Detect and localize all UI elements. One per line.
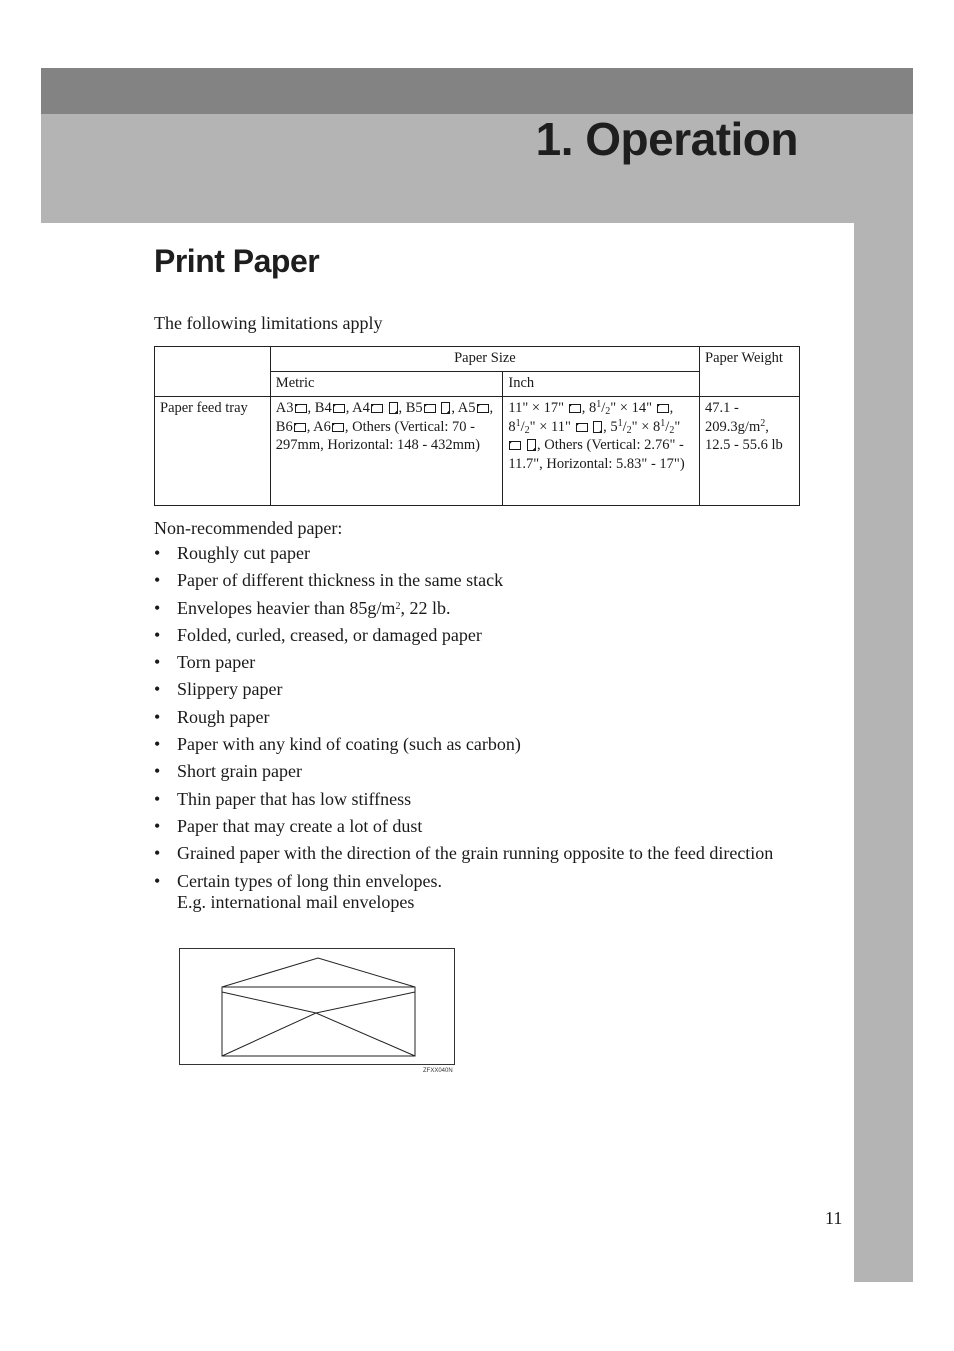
list-item-text: Roughly cut paper	[177, 543, 310, 563]
row-label-paper-feed-tray: Paper feed tray	[155, 397, 271, 506]
chapter-title: 1. Operation	[535, 113, 798, 165]
envelope-flap	[222, 958, 415, 987]
landscape-paper-icon	[333, 404, 345, 413]
header-inch: Inch	[503, 372, 700, 397]
intro-text: The following limitations apply	[154, 313, 383, 333]
inch-others: Others (Vertical: 2.76" - 11.7", Horizontal: 5.83" - 17")	[508, 437, 685, 472]
list-item-text: Paper that may create a lot of dust	[177, 815, 423, 836]
fraction-whole: 8	[588, 400, 597, 416]
landscape-paper-icon	[294, 423, 306, 432]
list-item-text: Folded, curled, creased, or damaged paper	[177, 624, 482, 645]
landscape-paper-icon	[371, 404, 383, 413]
fraction-denominator: 2	[524, 424, 530, 436]
fraction-whole: 8	[653, 418, 661, 435]
fraction-numerator: 1	[660, 417, 666, 429]
nonrecommended-label: Non-recommended paper:	[154, 518, 343, 538]
list-item-text: Certain types of long thin envelopes.	[177, 870, 442, 891]
size-b5: B5	[405, 400, 423, 416]
landscape-paper-icon	[424, 404, 436, 413]
chapter-band-top	[41, 68, 913, 114]
landscape-paper-icon	[657, 404, 669, 413]
portrait-paper-icon	[441, 402, 450, 414]
size-a3: A3	[275, 400, 294, 416]
figure-code: ZFXX040N	[423, 1068, 453, 1074]
metric-others: Others (Vertical: 70 - 297mm, Horizontal: 148 - 432mm)	[275, 418, 480, 453]
side-margin-bar	[854, 223, 913, 1282]
table-row	[155, 397, 800, 506]
envelope-fold-line	[222, 1013, 316, 1056]
portrait-paper-icon	[527, 439, 536, 451]
superscript-2: 2	[760, 417, 766, 429]
header-paper-weight: Paper Weight	[700, 347, 800, 397]
fraction-numerator: 1	[617, 417, 623, 429]
list-item-text: Paper with any kind of coating (such as carbon)	[177, 734, 521, 755]
size-b6: B6	[275, 418, 293, 435]
list-item	[154, 543, 802, 564]
list-item	[154, 789, 802, 810]
list-item	[154, 679, 802, 700]
size-rest: " × 14"	[610, 400, 653, 416]
envelope-body	[222, 987, 415, 1056]
list-item	[154, 843, 802, 864]
nonrecommended-list	[154, 543, 802, 919]
size-b4: B4	[314, 400, 332, 416]
page-number: 11	[825, 1208, 843, 1228]
list-item	[154, 570, 802, 591]
list-item-text: Rough paper	[177, 706, 270, 727]
size-rest: " × 11"	[529, 418, 571, 435]
list-item	[154, 871, 802, 913]
fraction-numerator: 1	[596, 399, 602, 410]
fraction-whole: 5	[610, 418, 618, 435]
envelope-figure	[179, 948, 455, 1065]
landscape-paper-icon	[332, 423, 344, 432]
weight-lb: 12.5 - 55.6 lb	[705, 437, 783, 453]
envelope-illustration	[180, 949, 454, 1064]
fraction-whole: 8	[508, 418, 516, 435]
size-a4: A4	[352, 400, 370, 416]
list-item	[154, 761, 802, 782]
paper-size-table	[154, 346, 800, 506]
table-corner-cell	[155, 347, 271, 397]
section-title: Print Paper	[154, 243, 320, 279]
list-item	[154, 707, 802, 728]
superscript-2: 2	[395, 600, 401, 612]
landscape-paper-icon	[569, 404, 581, 413]
list-item-text: Grained paper with the direction of the grain running opposite to the feed direction	[177, 843, 774, 864]
weight-comma: ,	[765, 418, 769, 435]
size-a6: A6	[313, 418, 331, 435]
size-rest: "	[674, 418, 681, 435]
list-item	[154, 625, 802, 646]
fraction-numerator: 1	[515, 417, 521, 429]
portrait-paper-icon	[389, 402, 398, 414]
list-item	[154, 598, 802, 619]
list-item-text: Envelopes heavier than 85g/m	[177, 597, 396, 618]
list-item-text: Slippery paper	[177, 679, 283, 700]
landscape-paper-icon	[295, 404, 307, 413]
portrait-paper-icon	[593, 421, 602, 433]
envelope-fold-line	[316, 1013, 415, 1056]
size-a5: A5	[457, 400, 476, 416]
weight-metric: 47.1 - 209.3g/m	[705, 400, 761, 435]
fraction-denominator: 2	[626, 424, 632, 436]
landscape-paper-icon	[509, 441, 521, 450]
metric-sizes-cell: A3 , B4 , A4 , B5 , A5 , B6 , A6 , Others (Vertical: 70 - 297mm, Horizontal: 148 - 432mm)	[270, 397, 503, 506]
table-header-row	[155, 347, 800, 372]
list-item-suffix: , 22 lb.	[400, 597, 451, 618]
fraction-denominator: 2	[605, 406, 611, 417]
list-item-text: Thin paper that has low stiffness	[177, 788, 412, 809]
envelope-inner-fold	[222, 992, 415, 1013]
list-item-text: Torn paper	[177, 652, 256, 673]
fraction-denominator: 2	[669, 424, 675, 436]
header-paper-size: Paper Size	[270, 347, 699, 372]
header-metric: Metric	[270, 372, 503, 397]
paper-weight-cell	[700, 397, 800, 506]
list-item-text: Paper of different thickness in the same stack	[177, 570, 504, 591]
list-item	[154, 734, 802, 755]
inch-sizes-cell: 11" × 17" , $8^1/_2$" × 14" , $8^1/_2$" × 11" , $5^1/_2$" × $8^1/_2$" , Others (Vertical: 2.76" - 11.7", Horizontal: 5.83" - 17")	[503, 397, 700, 506]
size-11x17: 11" × 17"	[508, 400, 565, 416]
size-rest: " ×	[631, 418, 650, 435]
list-item	[154, 652, 802, 673]
envelope-example: E.g. international mail envelopes	[177, 891, 415, 912]
landscape-paper-icon	[576, 423, 588, 432]
landscape-paper-icon	[477, 404, 489, 413]
list-item-text: Short grain paper	[177, 761, 302, 782]
list-item	[154, 816, 802, 837]
